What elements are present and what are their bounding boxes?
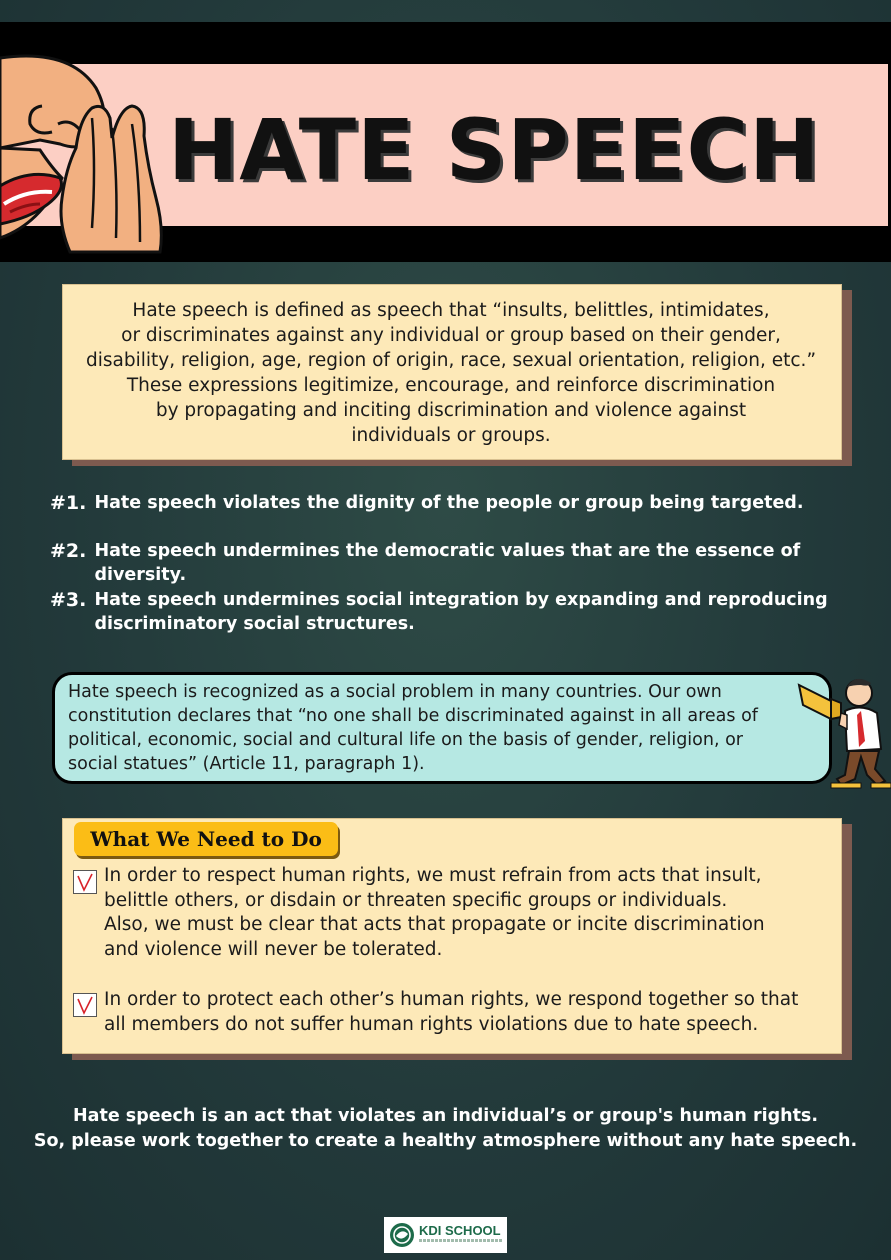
- todo-line: all members do not suffer human rights violations due to hate speech.: [104, 1013, 759, 1035]
- definition-line: Hate speech is defined as speech that “insults, belittles, intimidates,: [132, 300, 770, 321]
- point-text: Hate speech undermines the democratic values that are the essence of diversity.: [94, 541, 801, 585]
- point-1: [50, 491, 860, 516]
- todo-line: In order to respect human rights, we must refrain from acts that insult,: [104, 865, 762, 886]
- checkbox-icon: [73, 870, 97, 894]
- constitution-line: constitution declares that “no one shall be discriminated against in all areas of: [68, 706, 758, 726]
- constitution-text: [68, 680, 828, 776]
- point-number: #2.: [50, 540, 87, 562]
- kdi-school-logo: [384, 1217, 507, 1253]
- point-number: #3.: [50, 589, 87, 611]
- todo-line: Also, we must be clear that acts that propagate or incite discrimination: [104, 914, 765, 935]
- definition-line: These expressions legitimize, encourage, and reinforce discrimination: [126, 375, 776, 396]
- point-text: Hate speech undermines social integration by expanding and reproducing discriminatory social structures.: [94, 590, 828, 634]
- page-title: HATE SPEECH: [168, 101, 821, 199]
- closing-line: So, please work together to create a healthy atmosphere without any hate speech.: [33, 1131, 858, 1151]
- todo-heading: What We Need to Do: [74, 822, 338, 856]
- logo-tagline-mark: [419, 1239, 503, 1242]
- todo-line: belittle others, or disdain or threaten specific groups or individuals.: [104, 889, 728, 911]
- logo-text: KDI SCHOOL: [419, 1223, 501, 1238]
- definition-line: disability, religion, age, region of origin, race, sexual orientation, religion, etc.”: [85, 350, 817, 371]
- point-2: [50, 539, 860, 587]
- point-number: #1.: [50, 492, 87, 514]
- constitution-line: Hate speech is recognized as a social problem in many countries. Our own: [68, 682, 722, 702]
- constitution-line: political, economic, social and cultural life on the basis of gender, religion, or: [68, 730, 743, 750]
- todo-item-1: [104, 864, 834, 962]
- definition-line: by propagating and inciting discrimination and violence against: [155, 400, 747, 421]
- constitution-line: social statues” (Article 11, paragraph 1).: [68, 754, 425, 774]
- definition-line: or discriminates against any individual or group based on their gender,: [121, 325, 781, 346]
- todo-item-2: [104, 988, 834, 1037]
- definition-text: [62, 298, 840, 448]
- megaphone-man-illustration: [795, 675, 891, 793]
- todo-line: In order to protect each other’s human rights, we respond together so that: [104, 989, 799, 1010]
- point-text: Hate speech violates the dignity of the people or group being targeted.: [94, 493, 804, 513]
- todo-line: and violence will never be tolerated.: [104, 938, 443, 960]
- closing-line: Hate speech is an act that violates an individual’s or group's human rights.: [73, 1106, 818, 1126]
- definition-line: individuals or groups.: [351, 425, 551, 446]
- checkbox-icon: [73, 993, 97, 1017]
- kdi-emblem-icon: [389, 1222, 415, 1248]
- whispering-face-illustration: [0, 28, 170, 254]
- point-3: [50, 588, 860, 636]
- closing-message: [30, 1104, 861, 1154]
